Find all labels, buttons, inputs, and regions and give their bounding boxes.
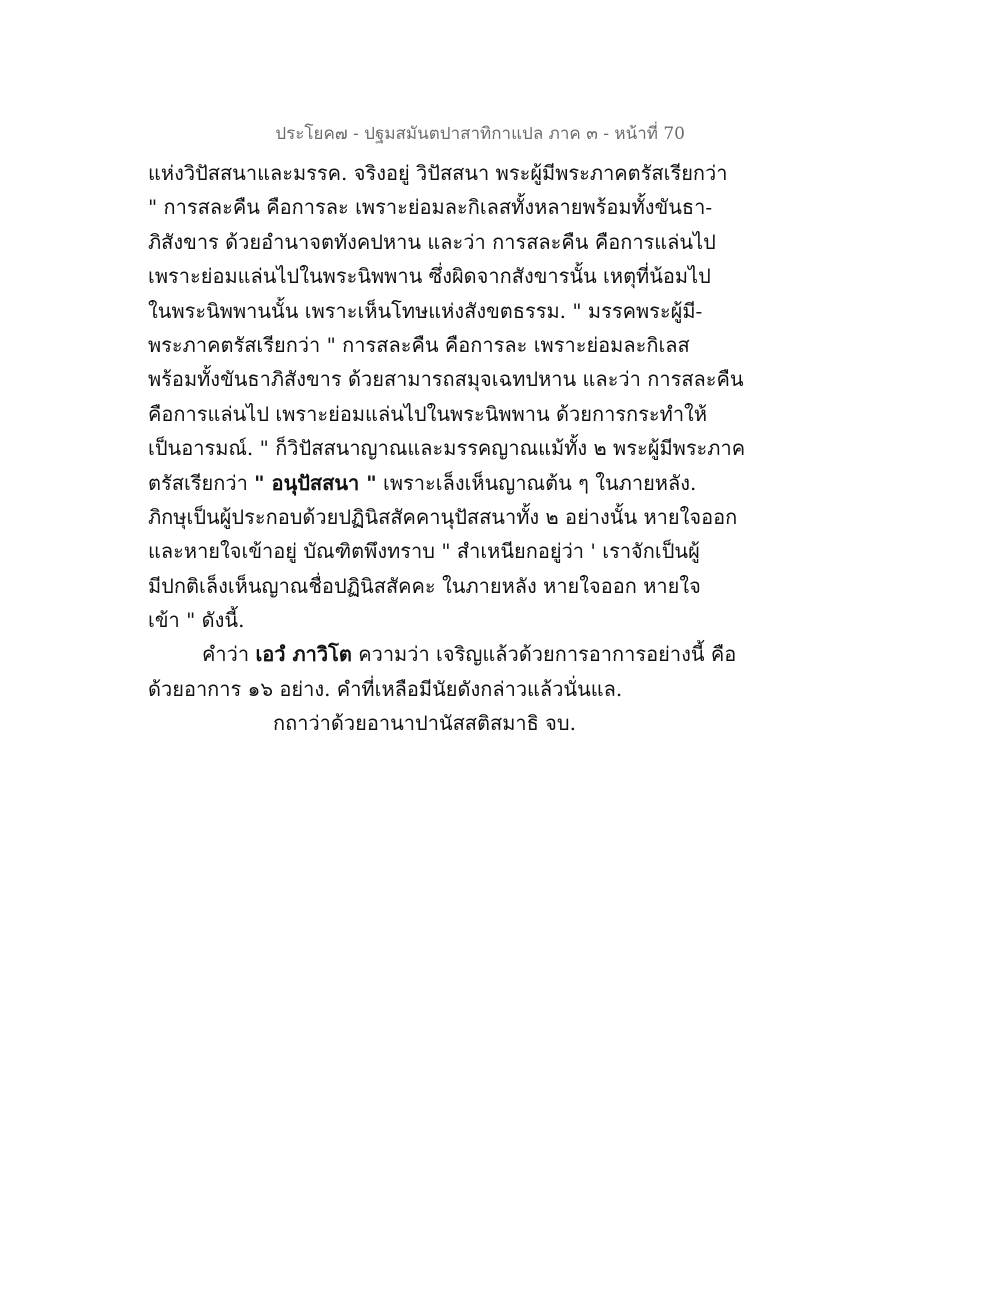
text-segment: คำว่า <box>202 642 256 667</box>
text-segment: ความว่า เจริญแล้วด้วยการอาการอย่างนี้ คือ <box>351 642 737 667</box>
text-line: ด้วยอาการ ๑๖ อย่าง. คำที่เหลือมีนัยดังกล่าวแล้วนั่นแล. <box>148 676 623 701</box>
text-line: และหายใจเข้าอยู่ บัณฑิตพึงทราบ " สำเหนียกอยู่ว่า ' เราจักเป็นผู้ <box>148 539 700 564</box>
text-line: มีปกติเล็งเห็นญาณชื่อปฏินิสสัคคะ ในภายหลัง หายใจออก หายใจ <box>148 573 701 598</box>
body-text <box>148 156 748 741</box>
text-line: เข้า " ดังนี้. <box>148 608 245 633</box>
running-header: ประโยค๗ - ปฐมสมันตปาสาทิกาแปล ภาค ๓ - หน้าที่ 70 <box>275 124 685 144</box>
closing-line: กถาว่าด้วยอานาปานัสสติสมาธิ จบ. <box>273 711 576 736</box>
text-line: " การสละคืน คือการละ เพราะย่อมละกิเลสทั้งหลายพร้อมทั้งขันธา- <box>148 195 713 220</box>
text-line <box>148 466 748 500</box>
text-line <box>148 637 748 671</box>
text-line: เพราะย่อมแล่นไปในพระนิพพาน ซึ่งผิดจากสังขารนั้น เหตุที่น้อมไป <box>148 264 711 289</box>
text-line: ในพระนิพพานนั้น เพราะเห็นโทษแห่งสังขตธรรม. " มรรคพระผู้มี- <box>148 298 703 323</box>
text-segment: ตรัสเรียกว่า <box>148 470 255 495</box>
text-line: คือการแล่นไป เพราะย่อมแล่นไปในพระนิพพาน ด้วยการกระทำให้ <box>148 401 708 426</box>
text-line: ภิกษุเป็นผู้ประกอบด้วยปฏินิสสัคคานุปัสสนาทั้ง ๒ อย่างนั้น หายใจออก <box>148 504 738 529</box>
text-line: พระภาคตรัสเรียกว่า " การสละคืน คือการละ เพราะย่อมละกิเลส <box>148 332 690 357</box>
text-line: ภิสังขาร ด้วยอำนาจตทังคปหาน และว่า การสละคืน คือการแล่นไป <box>148 229 716 254</box>
bold-term-evam-bhavito: เอวํ ภาวิโต <box>255 642 352 667</box>
text-line: แห่งวิปัสสนาและมรรค. จริงอยู่ วิปัสสนา พระผู้มีพระภาคตรัสเรียกว่า <box>148 161 728 185</box>
text-line: เป็นอารมณ์. " ก็วิปัสสนาญาณและมรรคญาณแม้ทั้ง ๒ พระผู้มีพระภาค <box>148 436 746 461</box>
bold-term-anupassana: " อนุปัสสนา " <box>254 470 377 495</box>
text-segment: เพราะเล็งเห็นญาณต้น ๆ ในภายหลัง. <box>376 470 697 495</box>
text-line: พร้อมทั้งขันธาภิสังขาร ด้วยสามารถสมุจเฉทปหาน และว่า การสละคืน <box>148 367 744 392</box>
